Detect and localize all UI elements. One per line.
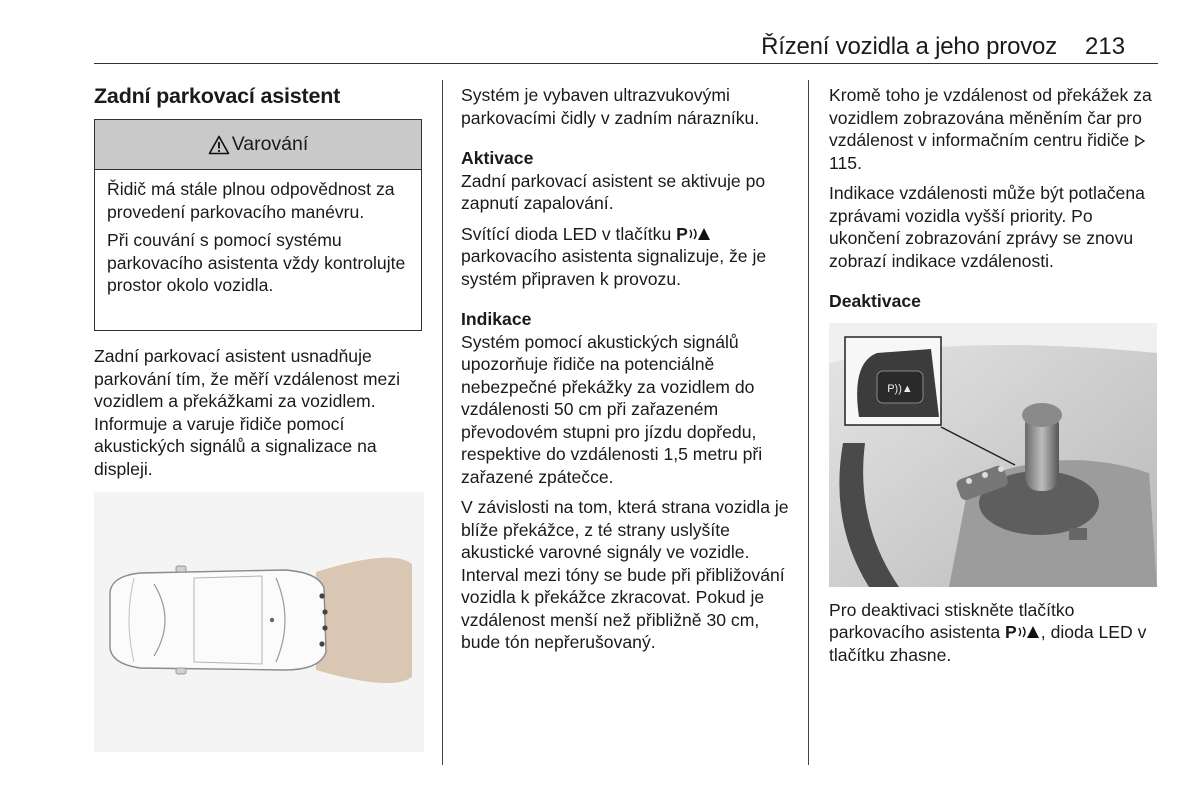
sensor-paragraph: Systém je vybaven ultrazvukovými parkovacími čidly v zadním nárazníku.: [461, 85, 760, 128]
deactivation-heading: Deaktivace: [829, 291, 921, 311]
page-number: 213: [1085, 33, 1126, 60]
deactivation-paragraph: Pro deaktivaci stiskněte tlačítko parkovacího asistenta P , dioda LED v tlačítku zhasne.: [829, 599, 1147, 665]
activation-led-paragraph: [461, 223, 796, 291]
text-run: parkovacího asistenta signalizuje, že je systém připraven k provozu.: [461, 246, 767, 289]
parking-sensor-diagram: [94, 492, 424, 752]
warning-box: [94, 119, 422, 331]
warning-body: [95, 170, 421, 297]
indication-paragraph: V závislosti na tom, která strana vozidla je blíže překážce, z té strany uslyšíte akustické varovné signály ve vozidle. Interval mezi tóny se bude při přibližování vozidla k překážce zkracovat. Pokud je vzdálenost menší než přibližně 30 cm, bude tón nepřerušovaný.: [461, 497, 789, 652]
text-run: Svítící dioda LED v tlačítku: [461, 223, 677, 244]
warning-header: [95, 120, 421, 170]
activation-heading: Aktivace: [461, 148, 534, 168]
page-reference: 115: [829, 152, 858, 173]
suppression-paragraph: Indikace vzdálenosti může být potlačena zprávami vozidla vyšší priority. Po ukončení zobrazování zprávy se znovu zobrazí indikace vzdálenosti.: [829, 183, 1145, 271]
indication-paragraph: Systém pomocí akustických signálů upozorňuje řidiče na potenciálně nebezpečné překážky za vozidlem do vzdálenosti 50 cm při zařazeném převodovém stupni pro jízdu dopředu, respektive do vzdálenosti 1,5 metru při zařazené zpátečce.: [461, 331, 763, 487]
header-divider: [94, 63, 1158, 64]
car-top-view-illustration: [94, 492, 424, 752]
warning-title: Varování: [231, 133, 309, 155]
console-illustration: [829, 323, 1157, 587]
indication-heading: Indikace: [461, 309, 532, 329]
warning-paragraph: Řidič má stále plnou odpovědnost za provedení parkovacího manévru.: [107, 179, 395, 222]
intro-paragraph: Zadní parkovací asistent usnadňuje parkování tím, že měří vzdálenost mezi vozidlem a překážkami za vozidlem. Informuje a varuje řidiče pomocí akustických signálů a signalizace na displeji.: [94, 346, 401, 479]
svg-text:P))▲: P))▲: [887, 382, 913, 395]
column-2: [461, 84, 796, 654]
center-console-photo: [829, 323, 1157, 587]
activation-paragraph: Zadní parkovací asistent se aktivuje po zapnutí zapalování.: [461, 170, 766, 213]
column-3: [829, 84, 1159, 666]
column-divider: [442, 80, 443, 765]
parking-assist-button-icon: P: [676, 224, 712, 244]
column-divider: [808, 80, 809, 765]
section-title: Zadní parkovací asistent: [94, 84, 341, 108]
warning-triangle-icon: [208, 135, 230, 155]
parking-assist-button-icon: P: [1005, 622, 1041, 642]
page-reference-arrow-icon: [1134, 135, 1146, 147]
warning-paragraph: Při couvání s pomocí systému parkovacího asistenta vždy kontrolujte prostor okolo vozidla.: [107, 230, 406, 295]
chapter-title: Řízení vozidla a jeho provoz: [761, 33, 1057, 60]
driver-info-paragraph: Kromě toho je vzdálenost od překážek za vozidlem zobrazována měněním čar pro vzdálenost v informačním centru řidiče 115.: [829, 85, 1152, 173]
